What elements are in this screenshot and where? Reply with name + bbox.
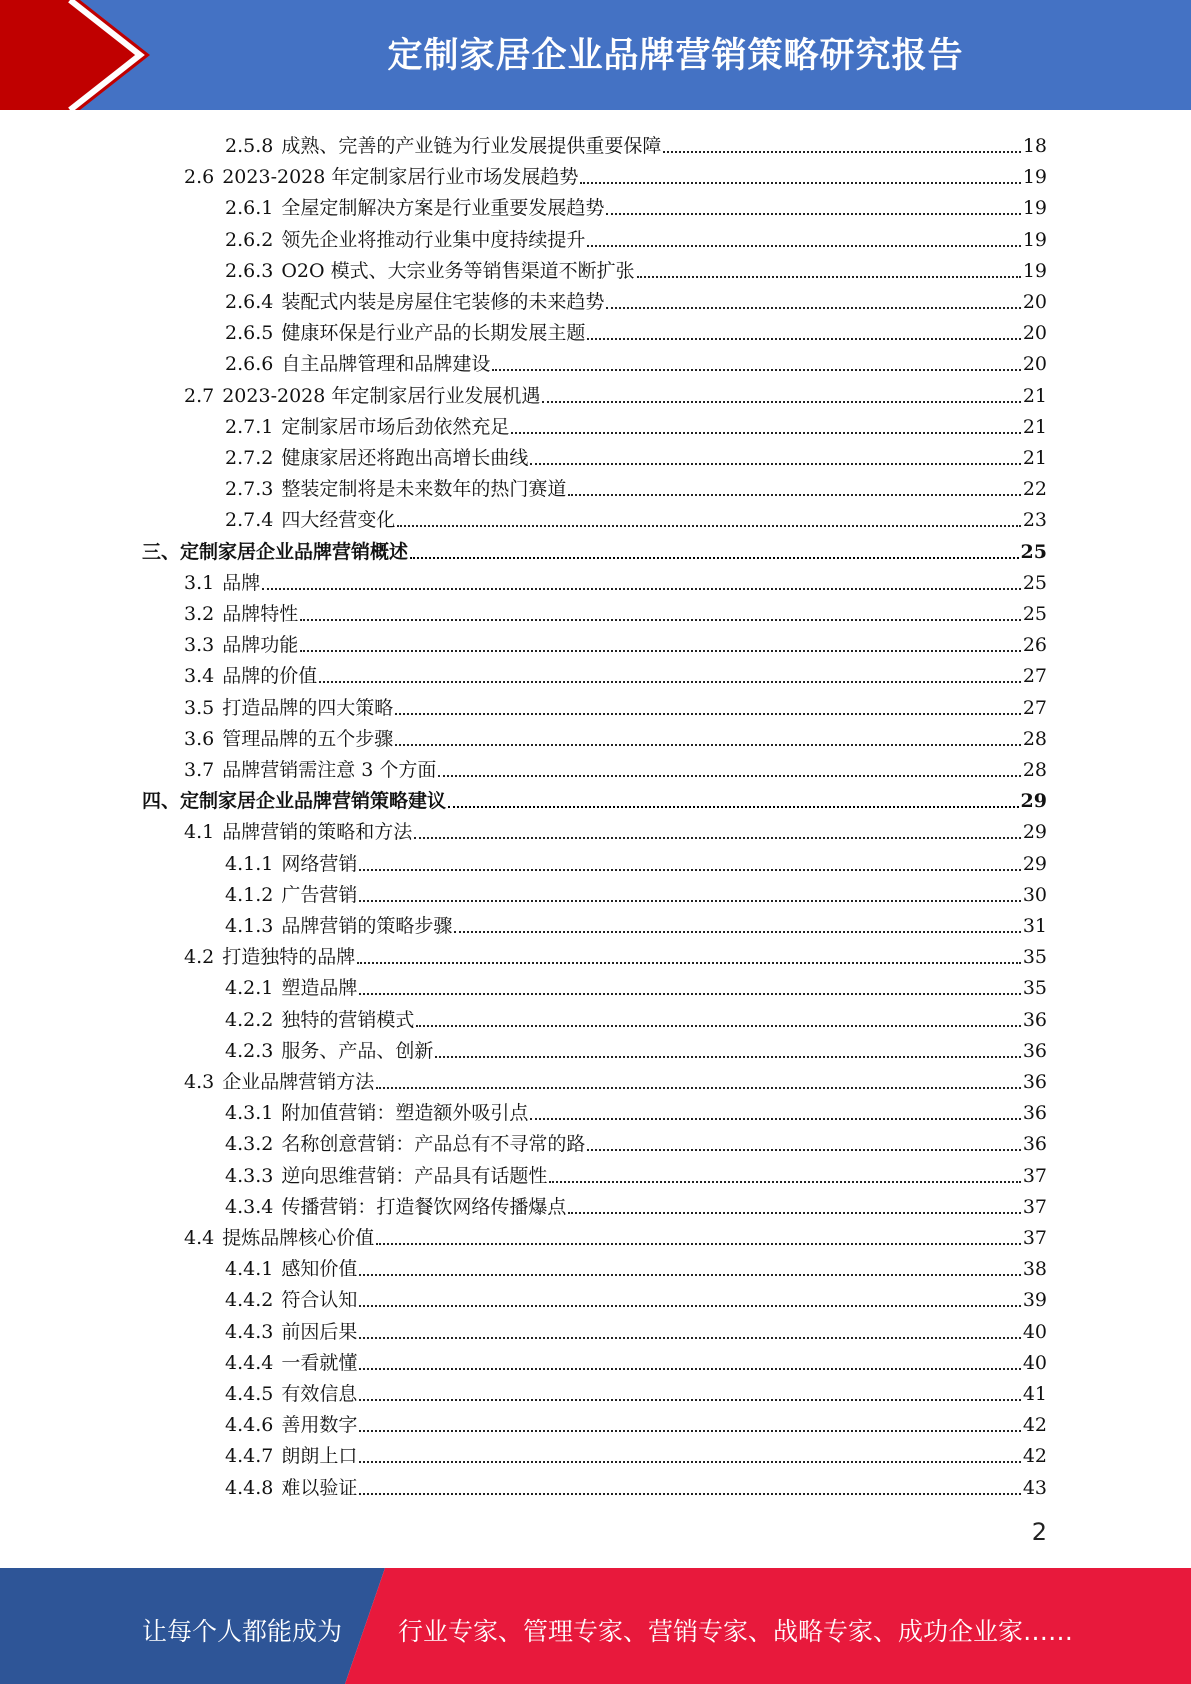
toc-entry-title: 塑造品牌 [281, 977, 358, 1000]
toc-entry-title: 2023-2028 年定制家居行业市场发展趋势 [222, 166, 579, 189]
toc-dot-leader [438, 758, 1020, 782]
toc-entry[interactable] [184, 813, 1047, 844]
toc-entry[interactable] [184, 626, 1047, 657]
toc-entry[interactable] [184, 564, 1047, 595]
toc-entry[interactable] [225, 1469, 1047, 1500]
toc-entry-page: 29 [1022, 821, 1047, 844]
toc-entry-number: 2.6 [184, 166, 215, 189]
toc-entry[interactable] [225, 252, 1047, 283]
toc-entry-number: 4.3 [184, 1071, 215, 1093]
toc-dot-leader [587, 1132, 1020, 1156]
toc-entry-title: 一看就懂 [281, 1351, 358, 1374]
toc-entry-number: 2.7.1 [225, 415, 274, 438]
toc-entry-page: 21 [1022, 447, 1047, 469]
toc-entry-number: 四、 [142, 790, 181, 813]
toc-entry-title: 品牌功能 [222, 634, 299, 657]
toc-dot-leader [580, 165, 1020, 189]
toc-entry-title: 传播营销：打造餐饮网络传播爆点 [281, 1195, 567, 1218]
toc-entry-number: 4.1.3 [225, 915, 274, 937]
toc-dot-leader [587, 321, 1020, 345]
toc-entry-page: 36 [1022, 1039, 1047, 1062]
toc-entry-title: 品牌营销的策略和方法 [222, 821, 413, 844]
toc-entry-page: 43 [1022, 1476, 1047, 1499]
footer-slogan-left: 让每个人都能成为 [142, 1617, 343, 1646]
toc-entry-number: 4.4.7 [225, 1445, 274, 1468]
toc-dot-leader [397, 508, 1020, 532]
toc-entry-page: 29 [1022, 852, 1047, 875]
toc-entry-title: 领先企业将推动行业集中度持续提升 [281, 228, 586, 251]
toc-entry-title: 四大经营变化 [281, 509, 396, 532]
toc-entry-number: 2.7.4 [225, 509, 274, 532]
toc-entry[interactable] [142, 782, 1047, 813]
toc-entry-page: 21 [1022, 384, 1047, 407]
toc-entry-number: 3.2 [184, 603, 215, 625]
toc-entry[interactable] [225, 1375, 1047, 1406]
toc-entry-page: 40 [1022, 1320, 1047, 1343]
toc-entry-title: 难以验证 [281, 1476, 358, 1499]
toc-entry[interactable] [225, 1157, 1047, 1188]
toc-entry-page: 28 [1022, 759, 1047, 781]
toc-entry-number: 2.6.4 [225, 291, 274, 313]
toc-entry-title: 附加值营销：塑造额外吸引点 [281, 1102, 529, 1125]
toc-dot-leader [376, 1226, 1021, 1250]
toc-entry-title: 定制家居企业品牌营销策略建议 [180, 790, 447, 813]
toc-dot-leader [262, 571, 1021, 595]
toc-dot-leader [359, 1288, 1020, 1312]
toc-entry-page: 42 [1022, 1414, 1047, 1437]
toc-dot-leader [376, 1070, 1021, 1094]
toc-entry-page: 40 [1022, 1351, 1047, 1374]
toc-entry-title: 管理品牌的五个步骤 [222, 727, 394, 750]
toc-entry[interactable] [225, 439, 1047, 470]
page-footer [0, 1568, 1191, 1684]
toc-entry[interactable] [225, 1313, 1047, 1344]
toc-dot-leader [410, 540, 1019, 564]
toc-entry[interactable] [225, 1437, 1047, 1468]
toc-dot-leader [359, 1351, 1020, 1375]
report-title: 定制家居企业品牌营销策略研究报告 [387, 36, 964, 76]
toc-entry-title: 品牌的价值 [222, 665, 318, 688]
toc-dot-leader [414, 820, 1021, 844]
toc-entry-number: 4.3.2 [225, 1133, 274, 1156]
toc-entry-number: 4.1 [184, 821, 215, 844]
toc-entry-page: 19 [1022, 197, 1047, 220]
toc-entry-title: 品牌 [222, 571, 261, 594]
toc-entry-page: 41 [1022, 1383, 1047, 1405]
toc-entry-page: 42 [1022, 1445, 1047, 1468]
toc-entry-title: 前因后果 [281, 1320, 358, 1343]
toc-entry[interactable] [225, 283, 1047, 314]
toc-entry[interactable] [225, 969, 1047, 1000]
toc-entry[interactable] [225, 845, 1047, 876]
toc-entry-page: 36 [1022, 1102, 1047, 1125]
toc-entry-number: 4.4.1 [225, 1258, 274, 1281]
toc-entry-title: 打造品牌的四大策略 [222, 696, 394, 719]
toc-entry-number: 2.6.2 [225, 228, 274, 251]
toc-entry-number: 2.5.8 [225, 135, 274, 157]
toc-entry[interactable] [184, 720, 1047, 751]
toc-entry-page: 19 [1022, 259, 1047, 282]
toc-entry-title: 成熟、完善的产业链为行业发展提供重要保障 [281, 135, 662, 157]
toc-entry-page: 20 [1022, 291, 1047, 313]
toc-entry-page: 22 [1022, 478, 1047, 501]
toc-entry-number: 3.5 [184, 696, 215, 719]
toc-entry[interactable] [184, 689, 1047, 720]
toc-entry-page: 19 [1022, 228, 1047, 251]
toc-entry[interactable] [225, 221, 1047, 252]
toc-entry[interactable] [184, 158, 1047, 189]
toc-entry-number: 4.2.2 [225, 1008, 274, 1031]
toc-entry[interactable] [184, 751, 1047, 782]
toc-dot-leader [637, 259, 1021, 283]
toc-entry-page: 37 [1022, 1227, 1047, 1249]
toc-entry[interactable] [225, 127, 1047, 158]
toc-entry-page: 21 [1022, 415, 1047, 438]
toc-entry-page: 25 [1022, 571, 1047, 594]
toc-dot-leader [435, 1039, 1020, 1063]
toc-entry-number: 4.1.1 [225, 852, 274, 875]
toc-entry-title: 广告营销 [281, 883, 358, 906]
toc-entry-page: 35 [1022, 946, 1047, 969]
toc-entry-page: 37 [1022, 1195, 1047, 1218]
toc-entry-number: 2.6.3 [225, 259, 274, 282]
toc-entry-title: O2O 模式、大宗业务等销售渠道不断扩张 [281, 259, 635, 282]
toc-dot-leader [359, 1320, 1020, 1344]
toc-entry-title: 独特的营销模式 [281, 1008, 415, 1031]
toc-entry-title: 提炼品牌核心价值 [222, 1227, 375, 1249]
toc-entry-number: 4.4.3 [225, 1320, 274, 1343]
toc-entry[interactable] [225, 314, 1047, 345]
toc-entry-title: 名称创意营销：产品总有不寻常的路 [281, 1133, 586, 1156]
toc-entry-number: 三、 [142, 540, 181, 563]
toc-dot-leader [606, 290, 1020, 314]
toc-dot-leader [492, 352, 1020, 376]
toc-dot-leader [395, 696, 1021, 720]
toc-entry-title: 品牌营销的策略步骤 [281, 915, 453, 937]
toc-entry-number: 4.4.5 [225, 1383, 274, 1405]
toc-entry-title: 网络营销 [281, 852, 358, 875]
toc-entry-title: 感知价值 [281, 1258, 358, 1281]
page-number: 2 [1031, 1518, 1047, 1546]
toc-entry[interactable] [225, 470, 1047, 501]
toc-entry-title: 打造独特的品牌 [222, 946, 356, 969]
toc-entry[interactable] [225, 1406, 1047, 1437]
toc-dot-leader [568, 477, 1020, 501]
toc-entry-page: 37 [1022, 1164, 1047, 1187]
toc-entry-page: 23 [1022, 509, 1047, 532]
toc-entry-page: 20 [1022, 353, 1047, 376]
toc-dot-leader [542, 384, 1020, 408]
toc-dot-leader [587, 228, 1020, 252]
toc-entry-title: 朗朗上口 [281, 1445, 358, 1468]
toc-dot-leader [606, 196, 1020, 220]
toc-dot-leader [359, 1413, 1020, 1437]
toc-dot-leader [530, 446, 1020, 470]
toc-entry-page: 36 [1022, 1133, 1047, 1156]
toc-entry-number: 4.4 [184, 1227, 215, 1249]
toc-entry[interactable] [225, 408, 1047, 439]
toc-entry[interactable] [225, 189, 1047, 220]
toc-entry-page: 28 [1022, 727, 1047, 750]
toc-entry-title: 2023-2028 年定制家居行业发展机遇 [222, 384, 541, 407]
toc-entry[interactable] [225, 1125, 1047, 1156]
toc-entry-number: 4.2 [184, 946, 215, 969]
toc-entry-number: 4.3.4 [225, 1195, 274, 1218]
toc-entry-title: 全屋定制解决方案是行业重要发展趋势 [281, 197, 605, 220]
toc-dot-leader [663, 134, 1020, 158]
toc-entry-number: 3.3 [184, 634, 215, 657]
toc-entry-title: 服务、产品、创新 [281, 1039, 434, 1062]
toc-dot-leader [416, 1008, 1020, 1032]
toc-entry-page: 25 [1020, 540, 1047, 563]
toc-entry-number: 3.7 [184, 759, 215, 781]
toc-entry-title: 健康环保是行业产品的长期发展主题 [281, 322, 586, 345]
toc-entry-number: 4.1.2 [225, 883, 274, 906]
toc-entry-number: 4.4.2 [225, 1289, 274, 1312]
toc-entry-number: 4.2.1 [225, 977, 274, 1000]
toc-entry[interactable] [184, 1063, 1047, 1094]
toc-entry-page: 29 [1020, 790, 1047, 813]
toc-entry[interactable] [225, 1001, 1047, 1032]
toc-dot-leader [530, 1101, 1020, 1125]
toc-entry[interactable] [225, 1281, 1047, 1312]
toc-entry-title: 定制家居企业品牌营销概述 [180, 540, 409, 563]
toc-entry-number: 3.6 [184, 727, 215, 750]
toc-entry[interactable] [225, 1250, 1047, 1281]
toc-dot-leader [454, 914, 1020, 938]
toc-entry[interactable] [184, 657, 1047, 688]
toc-dot-leader [359, 1382, 1020, 1406]
toc-entry-page: 27 [1022, 665, 1047, 688]
toc-dot-leader [319, 664, 1021, 688]
toc-dot-leader [359, 1476, 1020, 1500]
toc-entry[interactable] [225, 1188, 1047, 1219]
toc-entry[interactable] [225, 907, 1047, 938]
toc-entry[interactable] [184, 377, 1047, 408]
toc-entry-number: 4.2.3 [225, 1039, 274, 1062]
toc-entry[interactable] [225, 1032, 1047, 1063]
toc-entry-title: 品牌营销需注意 3 个方面 [222, 759, 437, 781]
toc-entry-number: 4.4.6 [225, 1414, 274, 1437]
toc-entry-title: 装配式内装是房屋住宅装修的未来趋势 [281, 291, 605, 313]
toc-entry-number: 2.7.3 [225, 478, 274, 501]
toc-entry-number: 2.6.1 [225, 197, 274, 220]
toc-dot-leader [359, 1257, 1020, 1281]
toc-entry-title: 自主品牌管理和品牌建设 [281, 353, 491, 376]
toc-entry-number: 4.3.1 [225, 1102, 274, 1125]
toc-entry-page: 25 [1022, 603, 1047, 625]
toc-dot-leader [359, 883, 1020, 907]
toc-entry-page: 27 [1022, 696, 1047, 719]
toc-entry-number: 2.7 [184, 384, 215, 407]
toc-entry-number: 3.1 [184, 571, 215, 594]
toc-entry-title: 逆向思维营销：产品具有话题性 [281, 1164, 548, 1187]
toc-entry-title: 定制家居市场后劲依然充足 [281, 415, 510, 438]
toc-entry-page: 19 [1022, 166, 1047, 189]
toc-entry-page: 26 [1022, 634, 1047, 657]
toc-entry-page: 30 [1022, 883, 1047, 906]
toc-entry-title: 整装定制将是未来数年的热门赛道 [281, 478, 567, 501]
toc-entry-title: 有效信息 [281, 1383, 358, 1405]
toc-entry-number: 2.6.6 [225, 353, 274, 376]
toc-entry[interactable] [184, 1219, 1047, 1250]
toc-entry-title: 企业品牌营销方法 [222, 1071, 375, 1093]
toc-entry-page: 36 [1022, 1071, 1047, 1093]
toc-entry[interactable] [142, 533, 1047, 564]
toc-entry-page: 39 [1022, 1289, 1047, 1312]
toc-entry[interactable] [225, 1094, 1047, 1125]
toc-entry[interactable] [225, 1344, 1047, 1375]
toc-entry-number: 2.7.2 [225, 447, 274, 469]
toc-entry-number: 3.4 [184, 665, 215, 688]
toc-entry-title: 品牌特性 [222, 603, 299, 625]
toc-dot-leader [300, 602, 1021, 626]
toc-dot-leader [511, 415, 1020, 439]
toc-entry-number: 4.3.3 [225, 1164, 274, 1187]
toc-entry[interactable] [225, 876, 1047, 907]
toc-entry-number: 2.6.5 [225, 322, 274, 345]
toc-dot-leader [359, 852, 1020, 876]
toc-entry[interactable] [225, 501, 1047, 532]
toc-entry-number: 4.4.4 [225, 1351, 274, 1374]
toc-entry[interactable] [184, 938, 1047, 969]
toc-entry-number: 4.4.8 [225, 1476, 274, 1499]
toc-entry-page: 38 [1022, 1258, 1047, 1281]
toc-entry-title: 善用数字 [281, 1414, 358, 1437]
toc-entry[interactable] [225, 345, 1047, 376]
toc-dot-leader [359, 976, 1020, 1000]
toc-entry-page: 36 [1022, 1008, 1047, 1031]
toc-dot-leader [568, 1195, 1020, 1219]
toc-dot-leader [359, 1444, 1020, 1468]
toc-dot-leader [395, 727, 1021, 751]
toc-entry[interactable] [184, 595, 1047, 626]
page-header [0, 0, 1191, 110]
toc-dot-leader [300, 633, 1021, 657]
toc-entry-title: 符合认知 [281, 1289, 358, 1312]
footer-slogan-right: 行业专家、管理专家、营销专家、战略专家、成功企业家…… [398, 1617, 1074, 1646]
toc-dot-leader [549, 1164, 1020, 1188]
toc-entry-page: 35 [1022, 977, 1047, 1000]
toc-entry-page: 31 [1022, 915, 1047, 937]
toc-dot-leader [448, 789, 1019, 813]
toc-entry-title: 健康家居还将跑出高增长曲线 [281, 447, 529, 469]
toc-dot-leader [357, 945, 1021, 969]
toc-entry-page: 18 [1022, 135, 1047, 157]
toc-entry-page: 20 [1022, 322, 1047, 345]
